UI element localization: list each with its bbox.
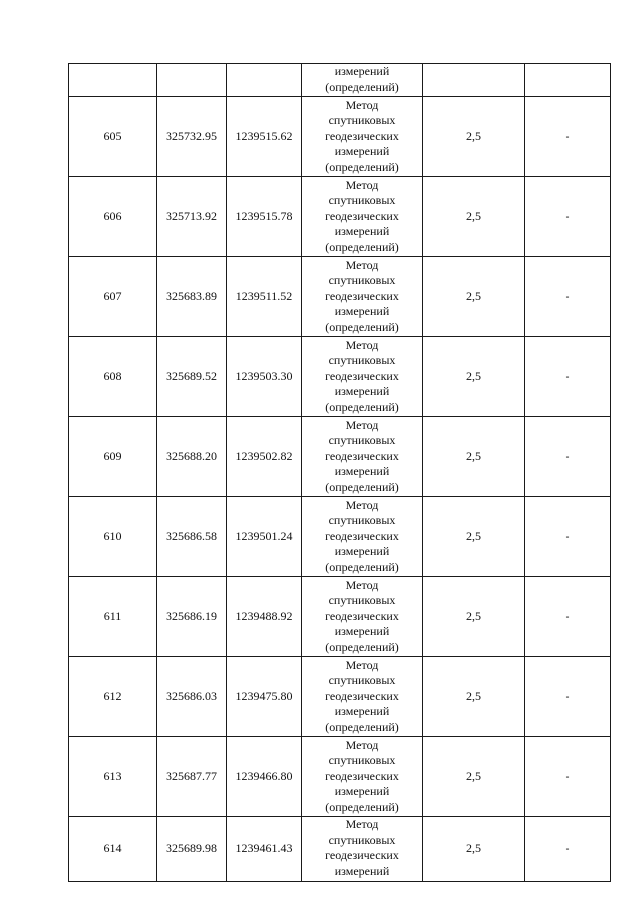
method-cell (302, 97, 423, 177)
method-line: (определений) (325, 719, 399, 734)
accuracy-cell: 2,5 (423, 817, 525, 882)
point-number-cell: 613 (69, 737, 157, 817)
method-line: (определений) (325, 239, 399, 254)
point-number-cell: 608 (69, 337, 157, 417)
method-line: измерений (334, 224, 390, 239)
y-coordinate-cell: 1239511.52 (227, 257, 302, 337)
accuracy-cell: 2,5 (423, 497, 525, 577)
x-coordinate-cell: 325686.19 (157, 577, 227, 657)
table-row (69, 337, 611, 417)
table-row (69, 417, 611, 497)
method-line: геодезических (325, 688, 399, 703)
method-line: Метод (345, 257, 379, 272)
method-line: (определений) (325, 159, 399, 174)
method-line: спутниковых (328, 673, 396, 688)
method-line: Метод (345, 337, 379, 352)
coordinates-table (68, 63, 611, 882)
x-coordinate-cell: 325683.89 (157, 257, 227, 337)
method-line: геодезических (325, 528, 399, 543)
method-line: геодезических (325, 368, 399, 383)
method-line: спутниковых (328, 433, 396, 448)
method-line: измерений (334, 784, 390, 799)
table-row (69, 737, 611, 817)
point-number-cell: 609 (69, 417, 157, 497)
x-coordinate-cell: 325688.20 (157, 417, 227, 497)
x-coordinate-cell: 325686.03 (157, 657, 227, 737)
point-number-cell: 612 (69, 657, 157, 737)
method-line: Метод (345, 577, 379, 592)
method-line: геодезических (325, 288, 399, 303)
method-line: геодезических (325, 848, 399, 863)
point-number-cell: 607 (69, 257, 157, 337)
method-line: измерений (334, 64, 390, 79)
method-cell (302, 577, 423, 657)
method-line: спутниковых (328, 353, 396, 368)
method-line: спутниковых (328, 273, 396, 288)
table-row (69, 577, 611, 657)
method-line: Метод (345, 737, 379, 752)
method-line: (определений) (325, 559, 399, 574)
x-coordinate-cell: 325732.95 (157, 97, 227, 177)
x-coordinate-cell: 325686.58 (157, 497, 227, 577)
method-line: Метод (345, 657, 379, 672)
accuracy-cell: 2,5 (423, 737, 525, 817)
table-body (69, 64, 611, 882)
description-cell: - (525, 257, 611, 337)
description-cell: - (525, 657, 611, 737)
method-line: спутниковых (328, 113, 396, 128)
y-coordinate-cell: 1239466.80 (227, 737, 302, 817)
method-line: геодезических (325, 208, 399, 223)
x-coordinate-cell: 325689.98 (157, 817, 227, 882)
table-row-continued (69, 64, 611, 97)
method-line: Метод (345, 97, 379, 112)
table-row (69, 177, 611, 257)
method-cell (302, 257, 423, 337)
y-coordinate-cell: 1239515.78 (227, 177, 302, 257)
point-number-cell: 606 (69, 177, 157, 257)
method-line: геодезических (325, 608, 399, 623)
point-number-cell (69, 64, 157, 97)
method-line: (определений) (325, 639, 399, 654)
accuracy-cell: 2,5 (423, 657, 525, 737)
method-line: Метод (345, 417, 379, 432)
y-coordinate-cell (227, 64, 302, 97)
table-row (69, 97, 611, 177)
method-cell (302, 737, 423, 817)
y-coordinate-cell: 1239503.30 (227, 337, 302, 417)
method-cell (302, 657, 423, 737)
method-line: (определений) (325, 479, 399, 494)
method-line: измерений (334, 464, 390, 479)
accuracy-cell: 2,5 (423, 577, 525, 657)
method-line: Метод (345, 817, 379, 831)
table-row (69, 817, 611, 882)
method-cell (302, 417, 423, 497)
description-cell: - (525, 97, 611, 177)
table-row (69, 497, 611, 577)
method-line: измерений (334, 304, 390, 319)
point-number-cell: 610 (69, 497, 157, 577)
method-cell (302, 337, 423, 417)
method-line: спутниковых (328, 832, 396, 847)
x-coordinate-cell: 325687.77 (157, 737, 227, 817)
method-line: спутниковых (328, 513, 396, 528)
description-cell: - (525, 737, 611, 817)
method-line: (определений) (325, 80, 399, 94)
description-cell: - (525, 177, 611, 257)
method-line: измерений (334, 544, 390, 559)
method-line: Метод (345, 177, 379, 192)
method-line: Метод (345, 497, 379, 512)
method-line: спутниковых (328, 753, 396, 768)
description-cell: - (525, 337, 611, 417)
x-coordinate-cell (157, 64, 227, 97)
table-row (69, 257, 611, 337)
method-line: (определений) (325, 799, 399, 814)
accuracy-cell: 2,5 (423, 337, 525, 417)
method-cell (302, 177, 423, 257)
method-line: измерений (334, 144, 390, 159)
y-coordinate-cell: 1239501.24 (227, 497, 302, 577)
method-cell (302, 817, 423, 882)
method-line: измерений (334, 384, 390, 399)
method-line: (определений) (325, 399, 399, 414)
method-line: измерений (334, 863, 390, 878)
method-line: геодезических (325, 448, 399, 463)
method-cell (302, 64, 423, 97)
x-coordinate-cell: 325689.52 (157, 337, 227, 417)
accuracy-cell (423, 64, 525, 97)
y-coordinate-cell: 1239502.82 (227, 417, 302, 497)
accuracy-cell: 2,5 (423, 97, 525, 177)
method-cell (302, 497, 423, 577)
description-cell: - (525, 577, 611, 657)
y-coordinate-cell: 1239475.80 (227, 657, 302, 737)
point-number-cell: 605 (69, 97, 157, 177)
description-cell: - (525, 817, 611, 882)
x-coordinate-cell: 325713.92 (157, 177, 227, 257)
point-number-cell: 614 (69, 817, 157, 882)
y-coordinate-cell: 1239515.62 (227, 97, 302, 177)
y-coordinate-cell: 1239461.43 (227, 817, 302, 882)
accuracy-cell: 2,5 (423, 417, 525, 497)
method-line: геодезических (325, 768, 399, 783)
description-cell (525, 64, 611, 97)
accuracy-cell: 2,5 (423, 257, 525, 337)
y-coordinate-cell: 1239488.92 (227, 577, 302, 657)
method-line: измерений (334, 704, 390, 719)
description-cell: - (525, 417, 611, 497)
method-line: спутниковых (328, 593, 396, 608)
table-row (69, 657, 611, 737)
description-cell: - (525, 497, 611, 577)
accuracy-cell: 2,5 (423, 177, 525, 257)
point-number-cell: 611 (69, 577, 157, 657)
method-line: геодезических (325, 128, 399, 143)
method-line: спутниковых (328, 193, 396, 208)
method-line: измерений (334, 624, 390, 639)
method-line: (определений) (325, 319, 399, 334)
